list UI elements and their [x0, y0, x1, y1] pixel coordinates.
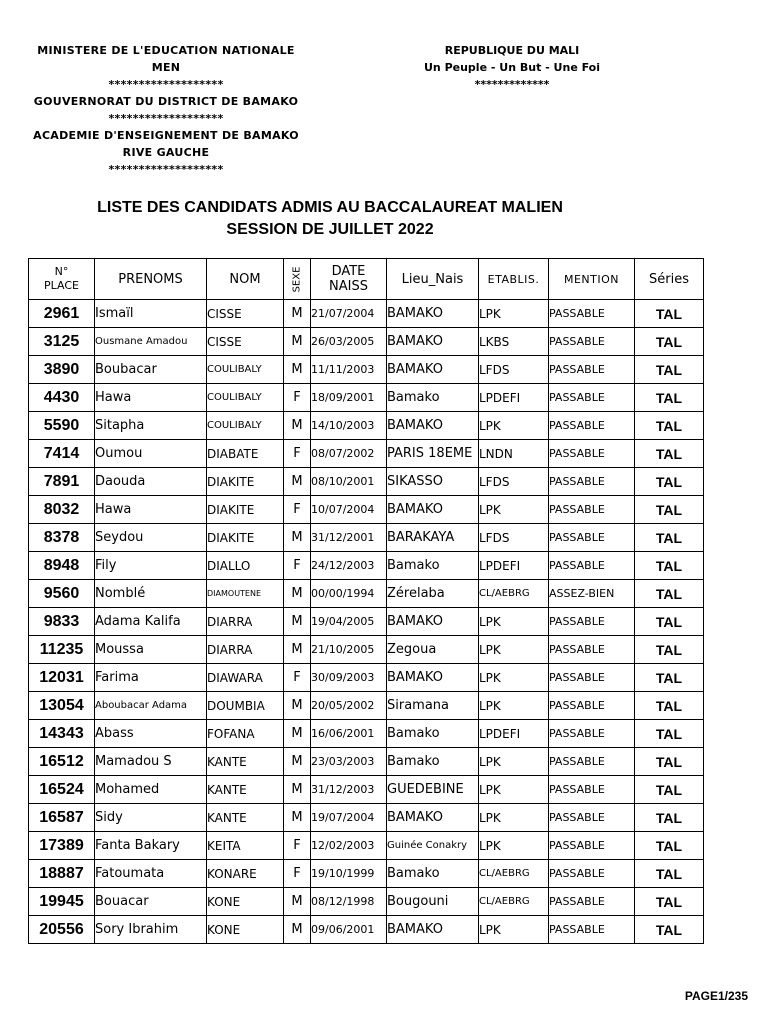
cell-place: 13054: [29, 692, 95, 720]
academy-sub: RIVE GAUCHE: [122, 146, 210, 159]
cell-etablissement: LPK: [479, 636, 549, 664]
cell-lieu: Bamako: [387, 552, 479, 580]
cell-sexe: M: [284, 412, 311, 440]
table-row: [29, 916, 704, 944]
cell-etablissement: LPK: [479, 412, 549, 440]
cell-mention: PASSABLE: [549, 832, 635, 860]
cell-nom: KONE: [207, 888, 284, 916]
cell-mention: PASSABLE: [549, 916, 635, 944]
cell-sexe: M: [284, 608, 311, 636]
cell-nom: DIARRA: [207, 608, 284, 636]
cell-date: 10/07/2004: [311, 496, 387, 524]
cell-series: TAL: [635, 496, 704, 524]
table-row: [29, 692, 704, 720]
cell-mention: PASSABLE: [549, 496, 635, 524]
cell-series: TAL: [635, 888, 704, 916]
cell-date: 19/04/2005: [311, 608, 387, 636]
cell-date: 23/03/2003: [311, 748, 387, 776]
cell-date: 14/10/2003: [311, 412, 387, 440]
cell-etablissement: LFDS: [479, 524, 549, 552]
cell-prenoms: Ismaïl: [95, 300, 207, 328]
header-place-line2: PLACE: [44, 279, 79, 292]
cell-date: 18/09/2001: [311, 384, 387, 412]
table-header-row: [29, 259, 704, 300]
cell-prenoms: Hawa: [95, 384, 207, 412]
cell-etablissement: LPK: [479, 692, 549, 720]
cell-nom: COULIBALY: [207, 356, 284, 384]
cell-mention: PASSABLE: [549, 412, 635, 440]
cell-prenoms: Fily: [95, 552, 207, 580]
table-row: [29, 804, 704, 832]
cell-etablissement: LPK: [479, 776, 549, 804]
cell-prenoms: Oumou: [95, 440, 207, 468]
cell-sexe: M: [284, 692, 311, 720]
country-name: REPUBLIQUE DU MALI: [444, 44, 580, 57]
cell-prenoms: Sory Ibrahim: [95, 916, 207, 944]
cell-nom: DIAMOUTENE: [207, 580, 284, 608]
table-row: [29, 524, 704, 552]
header-sexe: [284, 259, 311, 300]
cell-nom: DOUMBIA: [207, 692, 284, 720]
table-row: [29, 412, 704, 440]
cell-place: 3890: [29, 356, 95, 384]
cell-place: 7414: [29, 440, 95, 468]
cell-mention: PASSABLE: [549, 636, 635, 664]
cell-prenoms: Sitapha: [95, 412, 207, 440]
cell-place: 2961: [29, 300, 95, 328]
cell-place: 8032: [29, 496, 95, 524]
cell-lieu: BAMAKO: [387, 664, 479, 692]
cell-etablissement: LPDEFI: [479, 552, 549, 580]
cell-lieu: Guinée Conakry: [387, 832, 479, 860]
cell-prenoms: Fanta Bakary: [95, 832, 207, 860]
title-line-2: SESSION DE JUILLET 2022: [226, 221, 434, 238]
cell-mention: ASSEZ-BIEN: [549, 580, 635, 608]
cell-place: 18887: [29, 860, 95, 888]
cell-place: 20556: [29, 916, 95, 944]
cell-lieu: SIKASSO: [387, 468, 479, 496]
title-line-1: LISTE DES CANDIDATS ADMIS AU BACCALAUREAT MALIEN: [97, 199, 563, 216]
cell-mention: PASSABLE: [549, 692, 635, 720]
cell-sexe: M: [284, 748, 311, 776]
cell-series: TAL: [635, 384, 704, 412]
page-number: PAGE1/235: [684, 989, 748, 1003]
table-row: [29, 580, 704, 608]
table-row: [29, 636, 704, 664]
cell-series: TAL: [635, 412, 704, 440]
table-row: [29, 356, 704, 384]
cell-nom: COULIBALY: [207, 384, 284, 412]
table-row: [29, 328, 704, 356]
governorate-name: GOUVERNORAT DU DISTRICT DE BAMAKO: [33, 95, 299, 108]
cell-date: 20/05/2002: [311, 692, 387, 720]
cell-date: 19/10/1999: [311, 860, 387, 888]
cell-date: 21/07/2004: [311, 300, 387, 328]
cell-lieu: BAMAKO: [387, 608, 479, 636]
cell-prenoms: Daouda: [95, 468, 207, 496]
cell-mention: PASSABLE: [549, 552, 635, 580]
cell-nom: FOFANA: [207, 720, 284, 748]
cell-date: 19/07/2004: [311, 804, 387, 832]
cell-sexe: M: [284, 636, 311, 664]
cell-date: 08/12/1998: [311, 888, 387, 916]
cell-nom: KONARE: [207, 860, 284, 888]
cell-sexe: M: [284, 468, 311, 496]
header-left: [28, 42, 304, 178]
cell-series: TAL: [635, 440, 704, 468]
cell-nom: KANTE: [207, 804, 284, 832]
cell-lieu: BAMAKO: [387, 804, 479, 832]
cell-place: 16524: [29, 776, 95, 804]
cell-prenoms: Boubacar: [95, 356, 207, 384]
cell-prenoms: Mamadou S: [95, 748, 207, 776]
cell-mention: PASSABLE: [549, 860, 635, 888]
cell-nom: DIABATE: [207, 440, 284, 468]
cell-lieu: Zérelaba: [387, 580, 479, 608]
header-date: [311, 259, 387, 300]
cell-sexe: M: [284, 888, 311, 916]
table-row: [29, 496, 704, 524]
cell-lieu: BARAKAYA: [387, 524, 479, 552]
cell-place: 19945: [29, 888, 95, 916]
header-mention: MENTION: [549, 259, 635, 300]
cell-nom: COULIBALY: [207, 412, 284, 440]
cell-prenoms: Aboubacar Adama: [95, 692, 207, 720]
cell-series: TAL: [635, 524, 704, 552]
cell-sexe: M: [284, 776, 311, 804]
cell-etablissement: LKBS: [479, 328, 549, 356]
header-prenoms: PRENOMS: [95, 259, 207, 300]
cell-prenoms: Mohamed: [95, 776, 207, 804]
cell-lieu: PARIS 18EME: [387, 440, 479, 468]
cell-mention: PASSABLE: [549, 440, 635, 468]
cell-mention: PASSABLE: [549, 804, 635, 832]
cell-lieu: BAMAKO: [387, 356, 479, 384]
cell-mention: PASSABLE: [549, 300, 635, 328]
cell-sexe: F: [284, 496, 311, 524]
cell-mention: PASSABLE: [549, 468, 635, 496]
cell-etablissement: LPK: [479, 608, 549, 636]
cell-etablissement: LFDS: [479, 468, 549, 496]
academy-name: ACADEMIE D'ENSEIGNEMENT DE BAMAKO: [33, 129, 299, 142]
cell-prenoms: Adama Kalifa: [95, 608, 207, 636]
cell-sexe: F: [284, 860, 311, 888]
header-date-line2: NAISS: [329, 279, 368, 294]
cell-place: 17389: [29, 832, 95, 860]
table-row: [29, 860, 704, 888]
cell-place: 9833: [29, 608, 95, 636]
table-row: [29, 552, 704, 580]
cell-place: 7891: [29, 468, 95, 496]
cell-place: 11235: [29, 636, 95, 664]
cell-mention: PASSABLE: [549, 888, 635, 916]
cell-lieu: Bougouni: [387, 888, 479, 916]
cell-lieu: BAMAKO: [387, 412, 479, 440]
candidates-table: [28, 258, 704, 944]
cell-lieu: BAMAKO: [387, 916, 479, 944]
cell-place: 12031: [29, 664, 95, 692]
cell-mention: PASSABLE: [549, 328, 635, 356]
table-row: [29, 608, 704, 636]
cell-nom: DIAKITE: [207, 468, 284, 496]
cell-nom: KANTE: [207, 776, 284, 804]
cell-place: 5590: [29, 412, 95, 440]
header-sexe-label: SEXE: [291, 266, 303, 292]
cell-lieu: GUEDEBINE: [387, 776, 479, 804]
cell-etablissement: LPK: [479, 496, 549, 524]
cell-date: 08/07/2002: [311, 440, 387, 468]
cell-prenoms: Farima: [95, 664, 207, 692]
cell-series: TAL: [635, 552, 704, 580]
cell-series: TAL: [635, 832, 704, 860]
cell-sexe: F: [284, 440, 311, 468]
cell-series: TAL: [635, 776, 704, 804]
ministry-name: MINISTERE DE L'EDUCATION NATIONALE: [37, 44, 295, 57]
cell-etablissement: CL/AEBRG: [479, 860, 549, 888]
cell-date: 08/10/2001: [311, 468, 387, 496]
header-nom: NOM: [207, 259, 284, 300]
separator-stars: *******************: [108, 112, 224, 125]
document-title: [30, 197, 630, 241]
cell-series: TAL: [635, 608, 704, 636]
header-series: Séries: [635, 259, 704, 300]
cell-sexe: M: [284, 356, 311, 384]
table-row: [29, 832, 704, 860]
separator-stars: *******************: [108, 78, 224, 91]
table-row: [29, 440, 704, 468]
cell-date: 30/09/2003: [311, 664, 387, 692]
cell-prenoms: Bouacar: [95, 888, 207, 916]
cell-lieu: Bamako: [387, 720, 479, 748]
cell-lieu: Bamako: [387, 748, 479, 776]
header-place: [29, 259, 95, 300]
cell-date: 16/06/2001: [311, 720, 387, 748]
cell-prenoms: Seydou: [95, 524, 207, 552]
cell-series: TAL: [635, 720, 704, 748]
cell-sexe: F: [284, 552, 311, 580]
cell-prenoms: Abass: [95, 720, 207, 748]
cell-place: 14343: [29, 720, 95, 748]
cell-prenoms: Nomblé: [95, 580, 207, 608]
cell-etablissement: CL/AEBRG: [479, 580, 549, 608]
cell-nom: CISSE: [207, 328, 284, 356]
cell-nom: DIALLO: [207, 552, 284, 580]
cell-nom: DIAKITE: [207, 524, 284, 552]
cell-nom: KEITA: [207, 832, 284, 860]
cell-sexe: M: [284, 524, 311, 552]
cell-etablissement: LPK: [479, 832, 549, 860]
cell-sexe: M: [284, 580, 311, 608]
cell-date: 31/12/2001: [311, 524, 387, 552]
cell-prenoms: Ousmane Amadou: [95, 328, 207, 356]
cell-series: TAL: [635, 916, 704, 944]
table-row: [29, 748, 704, 776]
national-motto: Un Peuple - Un But - Une Foi: [423, 61, 601, 74]
table-row: [29, 468, 704, 496]
table-row: [29, 776, 704, 804]
cell-sexe: M: [284, 720, 311, 748]
cell-prenoms: Fatoumata: [95, 860, 207, 888]
cell-mention: PASSABLE: [549, 384, 635, 412]
table-row: [29, 664, 704, 692]
cell-date: 00/00/1994: [311, 580, 387, 608]
cell-place: 8948: [29, 552, 95, 580]
cell-etablissement: LPK: [479, 748, 549, 776]
header-date-line1: DATE: [331, 264, 366, 279]
table-row: [29, 300, 704, 328]
separator-stars: *******************: [108, 163, 224, 176]
cell-sexe: F: [284, 832, 311, 860]
cell-nom: KONE: [207, 916, 284, 944]
cell-series: TAL: [635, 356, 704, 384]
cell-date: 31/12/2003: [311, 776, 387, 804]
cell-mention: PASSABLE: [549, 524, 635, 552]
cell-lieu: Zegoua: [387, 636, 479, 664]
cell-place: 8378: [29, 524, 95, 552]
cell-place: 16587: [29, 804, 95, 832]
cell-sexe: F: [284, 384, 311, 412]
cell-place: 16512: [29, 748, 95, 776]
cell-lieu: Bamako: [387, 384, 479, 412]
cell-etablissement: LPK: [479, 664, 549, 692]
cell-series: TAL: [635, 636, 704, 664]
cell-etablissement: LPK: [479, 916, 549, 944]
table-row: [29, 384, 704, 412]
header-right: [400, 42, 624, 93]
cell-etablissement: LPDEFI: [479, 720, 549, 748]
cell-etablissement: LPK: [479, 804, 549, 832]
cell-nom: DIAWARA: [207, 664, 284, 692]
cell-place: 4430: [29, 384, 95, 412]
cell-lieu: BAMAKO: [387, 496, 479, 524]
cell-mention: PASSABLE: [549, 720, 635, 748]
cell-series: TAL: [635, 300, 704, 328]
cell-nom: CISSE: [207, 300, 284, 328]
header-lieu: Lieu_Nais: [387, 259, 479, 300]
cell-etablissement: LPK: [479, 300, 549, 328]
cell-sexe: M: [284, 300, 311, 328]
cell-series: TAL: [635, 804, 704, 832]
cell-lieu: BAMAKO: [387, 300, 479, 328]
cell-date: 24/12/2003: [311, 552, 387, 580]
cell-series: TAL: [635, 748, 704, 776]
cell-date: 11/11/2003: [311, 356, 387, 384]
cell-place: 3125: [29, 328, 95, 356]
cell-sexe: M: [284, 804, 311, 832]
cell-lieu: Siramana: [387, 692, 479, 720]
cell-lieu: BAMAKO: [387, 328, 479, 356]
cell-date: 09/06/2001: [311, 916, 387, 944]
cell-etablissement: LFDS: [479, 356, 549, 384]
cell-mention: PASSABLE: [549, 776, 635, 804]
cell-sexe: M: [284, 328, 311, 356]
cell-series: TAL: [635, 692, 704, 720]
cell-date: 26/03/2005: [311, 328, 387, 356]
cell-mention: PASSABLE: [549, 664, 635, 692]
cell-prenoms: Sidy: [95, 804, 207, 832]
table-row: [29, 888, 704, 916]
cell-mention: PASSABLE: [549, 748, 635, 776]
cell-date: 21/10/2005: [311, 636, 387, 664]
cell-nom: DIAKITE: [207, 496, 284, 524]
cell-nom: KANTE: [207, 748, 284, 776]
cell-prenoms: Moussa: [95, 636, 207, 664]
cell-sexe: F: [284, 664, 311, 692]
ministry-abbr: MEN: [151, 61, 181, 74]
cell-mention: PASSABLE: [549, 608, 635, 636]
cell-lieu: Bamako: [387, 860, 479, 888]
cell-series: TAL: [635, 468, 704, 496]
cell-place: 9560: [29, 580, 95, 608]
cell-etablissement: LNDN: [479, 440, 549, 468]
cell-series: TAL: [635, 664, 704, 692]
cell-series: TAL: [635, 580, 704, 608]
cell-sexe: M: [284, 916, 311, 944]
header-etablissement: ETABLIS.: [479, 259, 549, 300]
cell-series: TAL: [635, 328, 704, 356]
cell-mention: PASSABLE: [549, 356, 635, 384]
cell-nom: DIARRA: [207, 636, 284, 664]
separator-stars: *************: [474, 78, 550, 91]
cell-etablissement: LPDEFI: [479, 384, 549, 412]
cell-prenoms: Hawa: [95, 496, 207, 524]
cell-date: 12/02/2003: [311, 832, 387, 860]
header-place-line1: N°: [54, 265, 69, 278]
cell-etablissement: CL/AEBRG: [479, 888, 549, 916]
table-row: [29, 720, 704, 748]
cell-series: TAL: [635, 860, 704, 888]
